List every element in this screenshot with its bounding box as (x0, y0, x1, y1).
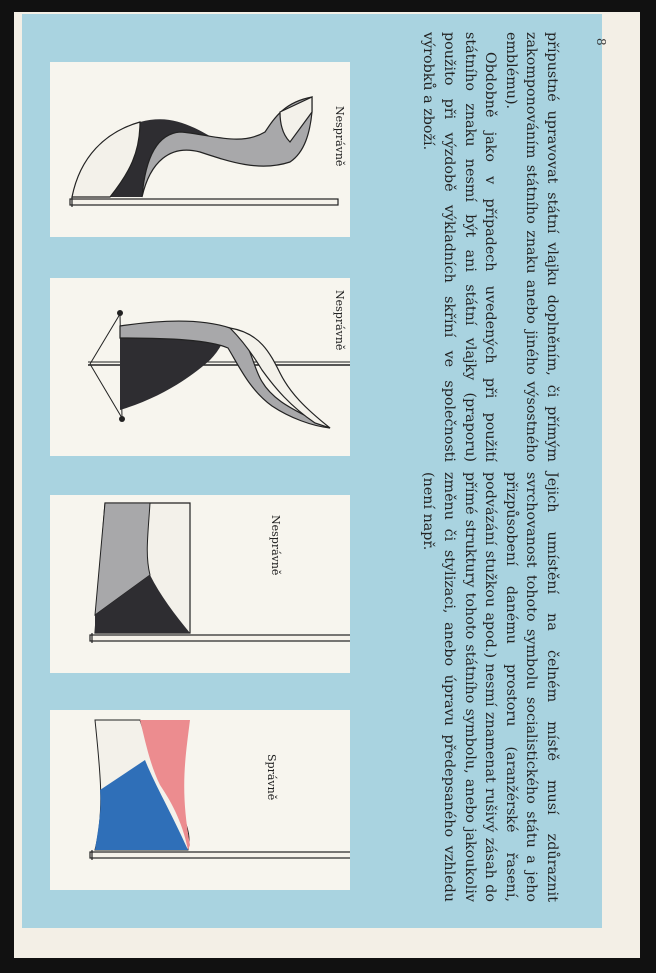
label-incorrect: Nesprávně (269, 515, 282, 576)
flag-panel-2 (50, 495, 350, 673)
text-column-2 (418, 32, 562, 462)
flag-illustration-correct (50, 710, 350, 890)
flag-illustration-rope-incorrect (50, 278, 350, 456)
flag-panel-3 (50, 278, 350, 456)
flag-panel-1 (50, 710, 350, 890)
paragraph-3: Obdobně jako v případech uvedených při použití státního znaku nesmí být ani státní vlajky (praporu) použito při výzdobě výkladních skříní ve společnosti výrobků a zboží. (420, 32, 499, 462)
paragraph-2: přípustné upravovat státní vlajku doplněním, či přímým zakomponováním státního znaku anebo jiného výsostného emblému). (502, 32, 560, 462)
flag-panel-4 (50, 62, 350, 237)
label-incorrect: Nesprávně (333, 106, 346, 167)
paragraph-1: Jejich umístění na čelném místě musí zdůraznit svrchovanost tohoto symbolu socialistického státu a jeho přizpůsobení danému prostoru (aranžérské řasení, podvázání stužkou apod.) nesmí znamenat rušivý zásah do přímé struktury tohoto státního symbolu, anebo jakoukoliv změnu či stylizaci, anebo úpravu předepsaného vzhledu (není např. (420, 472, 560, 902)
text-column-1 (418, 472, 562, 902)
page-number: 8 (594, 38, 608, 46)
flag-illustration-folded-incorrect (50, 495, 350, 673)
flag-illustration-wavy-incorrect (50, 62, 350, 237)
label-incorrect: Nesprávně (333, 290, 346, 351)
label-correct: Správně (265, 754, 278, 801)
